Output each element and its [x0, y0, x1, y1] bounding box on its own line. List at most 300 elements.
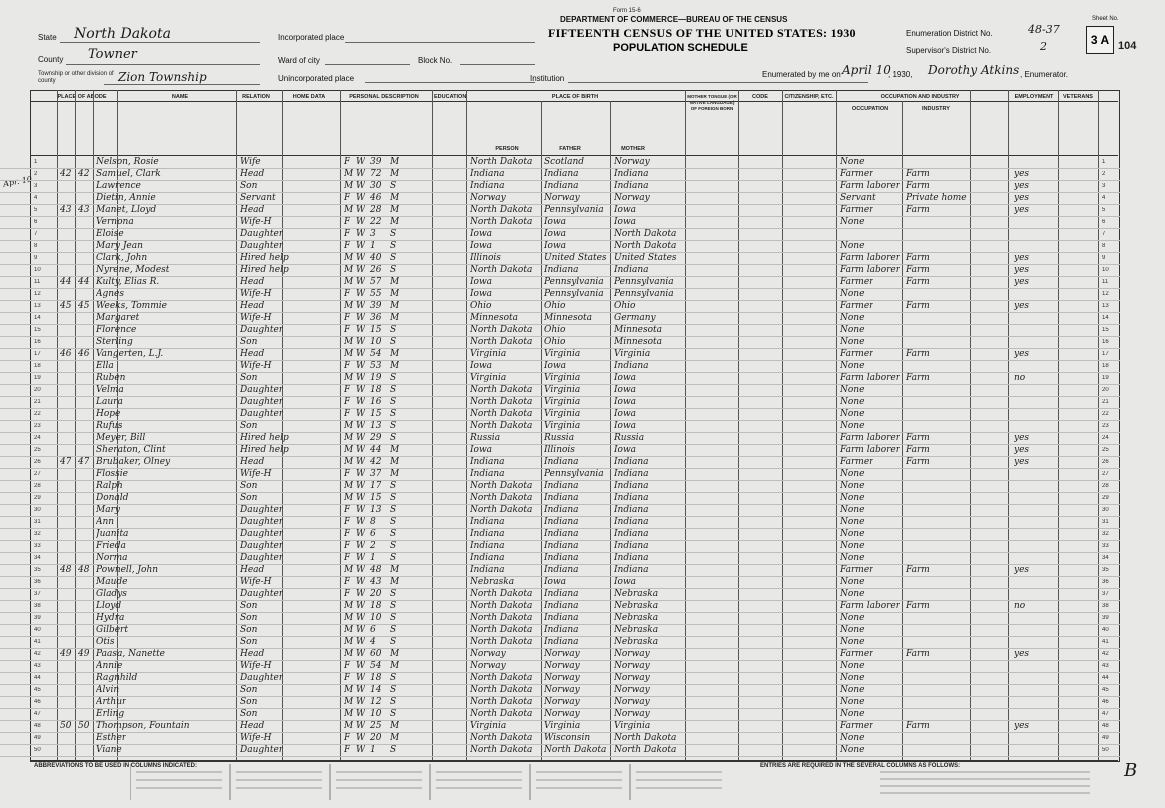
- sex: F: [344, 661, 351, 671]
- race: W: [356, 169, 366, 179]
- marital-status: M: [390, 205, 400, 215]
- line-number-right: 41: [1102, 639, 1109, 645]
- sex: M: [344, 301, 354, 311]
- occupation: None: [840, 397, 865, 407]
- county-label: County: [38, 55, 64, 64]
- employment: yes: [1014, 457, 1030, 467]
- birthplace-person: Virginia: [470, 349, 507, 359]
- line-number: 21: [34, 399, 41, 405]
- incorporated-label: Incorporated place: [278, 33, 345, 42]
- line-number: 9: [34, 255, 38, 261]
- marital-status: S: [390, 265, 397, 275]
- sex: M: [344, 457, 354, 467]
- person-name: Clark, John: [96, 253, 148, 263]
- race: W: [356, 433, 366, 443]
- industry: Farm: [906, 445, 930, 455]
- birthplace-mother: Norway: [614, 709, 650, 719]
- industry: Farm: [906, 649, 930, 659]
- line-number-right: 12: [1102, 291, 1109, 297]
- person-name: Nelson, Rosie: [96, 157, 159, 167]
- birthplace-person: Iowa: [470, 277, 493, 287]
- birthplace-father: Indiana: [544, 457, 579, 467]
- age: 39: [370, 301, 382, 311]
- person-name: Lloyd: [96, 601, 122, 611]
- relation: Head: [240, 349, 265, 359]
- relation: Son: [240, 373, 258, 383]
- occupation: Farmer: [840, 721, 874, 731]
- marital-status: S: [390, 397, 397, 407]
- occupation: None: [840, 529, 865, 539]
- relation: Son: [240, 337, 258, 347]
- family-number: 49: [78, 649, 90, 659]
- marital-status: S: [390, 625, 397, 635]
- race: W: [356, 409, 366, 419]
- person-name: Ralph: [96, 481, 123, 491]
- birthplace-mother: Indiana: [614, 457, 649, 467]
- birthplace-father: Pennsylvania: [544, 277, 604, 287]
- line-number-right: 2: [1102, 171, 1106, 177]
- occupation: None: [840, 553, 865, 563]
- occupation: None: [840, 541, 865, 551]
- line-number-right: 38: [1102, 603, 1109, 609]
- person-name: Margaret: [96, 313, 140, 323]
- enumerator-label: , Enumerator.: [1020, 70, 1069, 79]
- dwelling-number: 42: [60, 169, 72, 179]
- person-name: Juanita: [96, 529, 129, 539]
- birthplace-father: Indiana: [544, 493, 579, 503]
- line-number: 13: [34, 303, 41, 309]
- birthplace-father: Virginia: [544, 373, 581, 383]
- abbreviation-lines: [130, 764, 730, 800]
- birthplace-person: North Dakota: [470, 337, 533, 347]
- occupation: None: [840, 313, 865, 323]
- birthplace-person: Iowa: [470, 229, 493, 239]
- sub-person: PERSON: [495, 146, 519, 152]
- person-name: Otis: [96, 637, 115, 647]
- employment: yes: [1014, 253, 1030, 263]
- relation: Son: [240, 421, 258, 431]
- birthplace-mother: Indiana: [614, 265, 649, 275]
- person-name: Ragnhild: [96, 673, 138, 683]
- line-number: 6: [34, 219, 38, 225]
- entries-box: [880, 766, 1100, 800]
- birthplace-person: Ohio: [470, 301, 492, 311]
- birthplace-mother: Indiana: [614, 361, 649, 371]
- line-number: 19: [34, 375, 41, 381]
- marital-status: S: [390, 673, 397, 683]
- race: W: [356, 229, 366, 239]
- age: 22: [370, 217, 382, 227]
- birthplace-father: Russia: [544, 433, 575, 443]
- birthplace-father: Indiana: [544, 505, 579, 515]
- birthplace-mother: Indiana: [614, 517, 649, 527]
- race: W: [356, 361, 366, 371]
- birthplace-mother: Minnesota: [614, 325, 663, 335]
- line-number: 23: [34, 423, 41, 429]
- employment: yes: [1014, 205, 1030, 215]
- person-name: Hydra: [96, 613, 125, 623]
- birthplace-father: Indiana: [544, 265, 579, 275]
- race: W: [356, 325, 366, 335]
- race: W: [356, 337, 366, 347]
- line-number: 18: [34, 363, 41, 369]
- industry: Farm: [906, 721, 930, 731]
- marital-status: M: [390, 169, 400, 179]
- age: 10: [370, 709, 382, 719]
- occupation: None: [840, 481, 865, 491]
- line-number-right: 11: [1102, 279, 1109, 285]
- occupation: None: [840, 517, 865, 527]
- race: W: [356, 313, 366, 323]
- birthplace-father: Iowa: [544, 577, 567, 587]
- occupation: None: [840, 577, 865, 587]
- group-occupation-industry: OCCUPATION AND INDUSTRY: [880, 94, 960, 100]
- birthplace-father: Indiana: [544, 541, 579, 551]
- line-number: 24: [34, 435, 41, 441]
- person-name: Thompson, Fountain: [96, 721, 190, 731]
- birthplace-person: Indiana: [470, 181, 505, 191]
- birthplace-mother: Indiana: [614, 181, 649, 191]
- group-employment: EMPLOYMENT: [1014, 94, 1054, 100]
- sex: M: [344, 637, 354, 647]
- line-number-right: 20: [1102, 387, 1109, 393]
- marital-status: M: [390, 661, 400, 671]
- occupation: Farmer: [840, 169, 874, 179]
- industry: Farm: [906, 253, 930, 263]
- line-number-right: 44: [1102, 675, 1109, 681]
- race: W: [356, 493, 366, 503]
- birthplace-mother: Nebraska: [614, 613, 659, 623]
- occupation: Farmer: [840, 565, 874, 575]
- age: 57: [370, 277, 382, 287]
- birthplace-person: North Dakota: [470, 325, 533, 335]
- line-number-right: 4: [1102, 195, 1106, 201]
- line-number: 1: [34, 159, 38, 165]
- sex: M: [344, 721, 354, 731]
- dwelling-number: 45: [60, 301, 72, 311]
- marital-status: S: [390, 709, 397, 719]
- birthplace-father: Iowa: [544, 217, 567, 227]
- birthplace-mother: Norway: [614, 673, 650, 683]
- sex: F: [344, 385, 351, 395]
- person-name: Hope: [96, 409, 121, 419]
- schedule-subtitle: POPULATION SCHEDULE: [613, 42, 748, 54]
- age: 14: [370, 685, 382, 695]
- birthplace-person: North Dakota: [470, 673, 533, 683]
- birthplace-mother: Iowa: [614, 421, 637, 431]
- line-number: 16: [34, 339, 41, 345]
- age: 19: [370, 373, 382, 383]
- sex: M: [344, 169, 354, 179]
- race: W: [356, 589, 366, 599]
- relation: Daughter: [240, 409, 284, 419]
- line-number-right: 36: [1102, 579, 1109, 585]
- marital-status: S: [390, 613, 397, 623]
- age: 15: [370, 493, 382, 503]
- age: 15: [370, 325, 382, 335]
- sex: F: [344, 409, 351, 419]
- family-number: 45: [78, 301, 90, 311]
- race: W: [356, 469, 366, 479]
- age: 20: [370, 733, 382, 743]
- birthplace-person: North Dakota: [470, 157, 533, 167]
- birthplace-father: Pennsylvania: [544, 205, 604, 215]
- line-number-right: 9: [1102, 255, 1106, 261]
- sex: F: [344, 241, 351, 251]
- marital-status: S: [390, 529, 397, 539]
- birthplace-person: Iowa: [470, 289, 493, 299]
- marital-status: S: [390, 517, 397, 527]
- occupation: None: [840, 217, 865, 227]
- age: 48: [370, 565, 382, 575]
- relation: Wife-H: [240, 217, 272, 227]
- age: 6: [370, 625, 376, 635]
- relation: Wife-H: [240, 733, 272, 743]
- line-number: 17: [34, 351, 41, 357]
- marital-status: S: [390, 481, 397, 491]
- sex: M: [344, 253, 354, 263]
- line-number-right: 10: [1102, 267, 1109, 273]
- person-name: Paasa, Nanette: [96, 649, 166, 659]
- line-number: 3: [34, 183, 38, 189]
- birthplace-person: North Dakota: [470, 505, 533, 515]
- line-number: 4: [34, 195, 38, 201]
- birthplace-mother: Indiana: [614, 541, 649, 551]
- sex: M: [344, 625, 354, 635]
- sex: M: [344, 697, 354, 707]
- line-number-right: 31: [1102, 519, 1109, 525]
- person-name: Gilbert: [96, 625, 128, 635]
- age: 12: [370, 697, 382, 707]
- line-number-right: 42: [1102, 651, 1109, 657]
- marital-status: M: [390, 649, 400, 659]
- birthplace-mother: Norway: [614, 685, 650, 695]
- birthplace-person: North Dakota: [470, 709, 533, 719]
- line-number: 36: [34, 579, 41, 585]
- occupation: Farm laborer: [840, 181, 901, 191]
- race: W: [356, 577, 366, 587]
- occupation: None: [840, 385, 865, 395]
- sex: M: [344, 421, 354, 431]
- age: 20: [370, 589, 382, 599]
- line-number: 10: [34, 267, 41, 273]
- group-name: NAME: [171, 94, 189, 100]
- sex: M: [344, 685, 354, 695]
- relation: Head: [240, 457, 265, 467]
- relation: Head: [240, 721, 265, 731]
- marital-status: S: [390, 637, 397, 647]
- sex: F: [344, 397, 351, 407]
- line-number: 14: [34, 315, 41, 321]
- line-number: 40: [34, 627, 41, 633]
- marital-status: S: [390, 385, 397, 395]
- marital-status: S: [390, 181, 397, 191]
- birthplace-father: Virginia: [544, 421, 581, 431]
- birthplace-mother: Germany: [614, 313, 656, 323]
- birthplace-mother: Indiana: [614, 481, 649, 491]
- occupation: Farmer: [840, 349, 874, 359]
- age: 18: [370, 385, 382, 395]
- relation: Son: [240, 613, 258, 623]
- race: W: [356, 637, 366, 647]
- relation: Wife-H: [240, 313, 272, 323]
- birthplace-mother: Iowa: [614, 577, 637, 587]
- occupation: None: [840, 613, 865, 623]
- institution-label: Institution: [530, 74, 565, 83]
- line-number-right: 35: [1102, 567, 1109, 573]
- race: W: [356, 685, 366, 695]
- sex: M: [344, 445, 354, 455]
- group-place-of-abode: PLACE OF ABODE: [57, 94, 107, 100]
- person-name: Ann: [96, 517, 115, 527]
- line-number-right: 6: [1102, 219, 1106, 225]
- line-number-right: 32: [1102, 531, 1109, 537]
- dwelling-number: 49: [60, 649, 72, 659]
- line-number-right: 26: [1102, 459, 1109, 465]
- sheet-number: 3 A: [1086, 26, 1114, 54]
- age: 28: [370, 205, 382, 215]
- relation: Wife-H: [240, 577, 272, 587]
- person-name: Brubaker, Olney: [96, 457, 171, 467]
- occupation: Farm laborer: [840, 601, 901, 611]
- person-name: Esther: [96, 733, 127, 743]
- birthplace-father: United States: [544, 253, 607, 263]
- race: W: [356, 349, 366, 359]
- line-number: 38: [34, 603, 41, 609]
- supervisor-label: Supervisor's District No.: [906, 46, 992, 55]
- relation: Son: [240, 481, 258, 491]
- line-number-right: 34: [1102, 555, 1109, 561]
- enumerator-name: Dorothy Atkins: [928, 63, 1020, 77]
- line-number: 25: [34, 447, 41, 453]
- occupation: None: [840, 325, 865, 335]
- employment: yes: [1014, 445, 1030, 455]
- relation: Daughter: [240, 385, 284, 395]
- age: 17: [370, 481, 382, 491]
- employment: yes: [1014, 265, 1030, 275]
- relation: Hired help: [240, 253, 289, 263]
- age: 30: [370, 181, 382, 191]
- marital-status: M: [390, 289, 400, 299]
- line-number: 2: [34, 171, 38, 177]
- line-number-right: 1: [1102, 159, 1106, 165]
- group-mother-tongue: MOTHER TONGUE (OR NATIVE LANGUAGE) OF FOREIGN BORN: [687, 94, 737, 111]
- line-number-right: 18: [1102, 363, 1109, 369]
- sex: M: [344, 709, 354, 719]
- line-number-right: 33: [1102, 543, 1109, 549]
- occupation: None: [840, 409, 865, 419]
- birthplace-person: Iowa: [470, 445, 493, 455]
- employment: yes: [1014, 433, 1030, 443]
- age: 36: [370, 313, 382, 323]
- birthplace-mother: Indiana: [614, 469, 649, 479]
- census-title: FIFTEENTH CENSUS OF THE UNITED STATES: 1930: [548, 26, 856, 40]
- birthplace-person: North Dakota: [470, 685, 533, 695]
- birthplace-mother: Indiana: [614, 505, 649, 515]
- age: 37: [370, 469, 382, 479]
- person-name: Eloise: [96, 229, 124, 239]
- marital-status: M: [390, 277, 400, 287]
- relation: Wife-H: [240, 469, 272, 479]
- birthplace-father: Indiana: [544, 637, 579, 647]
- department-label: DEPARTMENT OF COMMERCE—BUREAU OF THE CENSUS: [560, 15, 788, 24]
- line-number: 20: [34, 387, 41, 393]
- birthplace-father: Iowa: [544, 229, 567, 239]
- birthplace-mother: Norway: [614, 193, 650, 203]
- dwelling-number: 44: [60, 277, 72, 287]
- line-number-right: 39: [1102, 615, 1109, 621]
- line-number-right: 49: [1102, 735, 1109, 741]
- birthplace-mother: United States: [614, 253, 677, 263]
- marital-status: S: [390, 541, 397, 551]
- birthplace-mother: Iowa: [614, 205, 637, 215]
- marital-status: M: [390, 217, 400, 227]
- industry: Farm: [906, 373, 930, 383]
- birthplace-person: North Dakota: [470, 625, 533, 635]
- relation: Daughter: [240, 541, 284, 551]
- line-number: 37: [34, 591, 41, 597]
- relation: Wife-H: [240, 661, 272, 671]
- line-number-right: 19: [1102, 375, 1109, 381]
- relation: Daughter: [240, 229, 284, 239]
- birthplace-father: Scotland: [544, 157, 585, 167]
- marital-status: M: [390, 565, 400, 575]
- birthplace-person: Indiana: [470, 169, 505, 179]
- marital-status: S: [390, 229, 397, 239]
- age: 39: [370, 157, 382, 167]
- age: 29: [370, 433, 382, 443]
- occupation: None: [840, 661, 865, 671]
- line-number-right: 15: [1102, 327, 1109, 333]
- relation: Daughter: [240, 325, 284, 335]
- birthplace-mother: Pennsylvania: [614, 277, 674, 287]
- marital-status: S: [390, 253, 397, 263]
- birthplace-father: Illinois: [544, 445, 575, 455]
- sex: F: [344, 217, 351, 227]
- race: W: [356, 673, 366, 683]
- county-value: Towner: [88, 47, 137, 62]
- race: W: [356, 253, 366, 263]
- birthplace-mother: North Dakota: [614, 241, 677, 251]
- occupation: Farm laborer: [840, 433, 901, 443]
- line-number: 32: [34, 531, 41, 537]
- person-name: Meyer, Bill: [96, 433, 146, 443]
- occupation: None: [840, 241, 865, 251]
- sex: M: [344, 481, 354, 491]
- birthplace-father: Wisconsin: [544, 733, 591, 743]
- occupation: Farm laborer: [840, 373, 901, 383]
- line-number: 29: [34, 495, 41, 501]
- group-citizenship: CITIZENSHIP, ETC.: [784, 94, 834, 100]
- birthplace-person: North Dakota: [470, 217, 533, 227]
- marital-status: M: [390, 301, 400, 311]
- line-number: 44: [34, 675, 41, 681]
- occupation: None: [840, 673, 865, 683]
- birthplace-mother: Indiana: [614, 553, 649, 563]
- family-number: 50: [78, 721, 90, 731]
- occupation: None: [840, 469, 865, 479]
- sex: F: [344, 589, 351, 599]
- birthplace-mother: Iowa: [614, 445, 637, 455]
- age: 1: [370, 241, 376, 251]
- race: W: [356, 553, 366, 563]
- sex: M: [344, 649, 354, 659]
- group-veterans: VETERANS: [1063, 94, 1093, 100]
- industry: Farm: [906, 265, 930, 275]
- enumerated-date: April 10: [842, 63, 891, 77]
- line-number: 42: [34, 651, 41, 657]
- birthplace-father: Indiana: [544, 169, 579, 179]
